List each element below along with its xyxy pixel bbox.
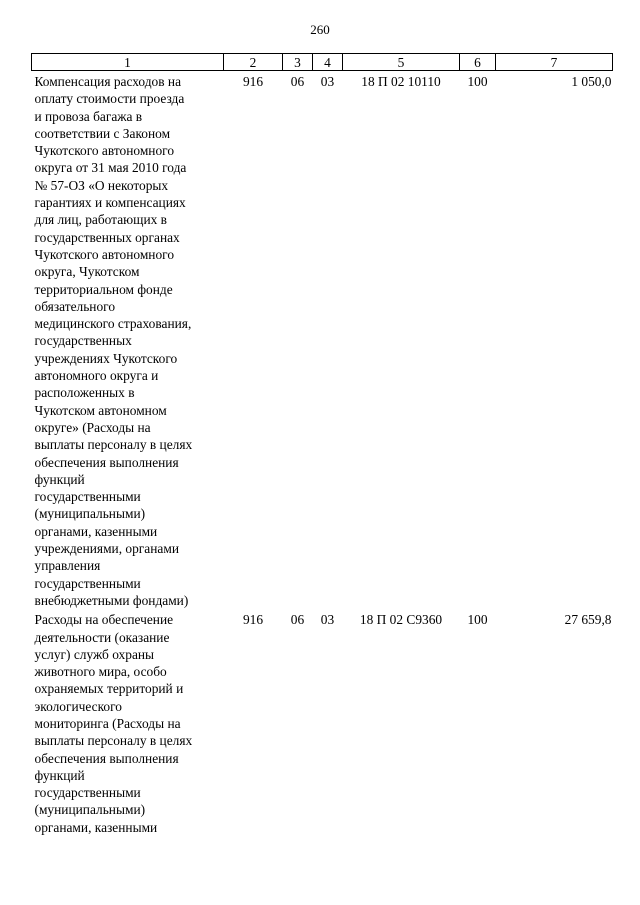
description-line: государственными [34, 489, 141, 505]
row-subsection: 03 [320, 74, 335, 89]
description-line: территориальном фонде [34, 281, 173, 297]
description-line: (муниципальными) [34, 506, 146, 522]
description-line: (муниципальными) [34, 802, 146, 818]
description-line: № 57-ОЗ «О некоторых [34, 177, 169, 193]
description-line: округа от 31 мая 2010 года [34, 160, 187, 176]
row-code: 916 [242, 612, 264, 628]
header-col-1: 1 [32, 54, 224, 71]
row-description [32, 609, 224, 836]
description-line: округе» (Расходы на [34, 419, 151, 435]
description-line: внебюджетными фондами) [34, 592, 189, 608]
row-target: 18 П 02 10110 [361, 74, 441, 89]
description-line: выплаты персоналу в целях [34, 733, 193, 749]
description-line: учреждениях Чукотского [34, 350, 178, 366]
description-line: государственными [34, 785, 141, 801]
description-line: функций [34, 471, 85, 487]
description-line: мониторинга (Расходы на [34, 715, 181, 731]
description-line: расположенных в [34, 385, 135, 401]
description-line: государственных [34, 333, 132, 349]
header-row [32, 54, 613, 71]
row-amount: 1 050,0 [571, 74, 612, 89]
description-line: управления [34, 558, 101, 574]
description-line: животного мира, особо [34, 664, 167, 680]
row-subsection: 03 [320, 612, 335, 628]
description-line: соответствии с Законом [34, 125, 171, 141]
description-line: охраняемых территорий и [34, 681, 184, 697]
row-amount: 27 659,8 [564, 612, 612, 628]
description-line: обязательного [34, 298, 116, 314]
description-line: и провоза багажа в [34, 108, 143, 124]
description-line: функций [34, 767, 85, 783]
header-col-6: 6 [460, 54, 496, 71]
description-line: Чукотского автономного [34, 246, 175, 262]
description-line: органами, казенными [34, 819, 158, 835]
description-line: для лиц, работающих в [34, 212, 167, 228]
row-section: 06 [290, 74, 305, 89]
row-description [32, 71, 224, 610]
page-number: 260 [310, 22, 330, 37]
description-line: Расходы на обеспечение [34, 612, 174, 628]
description-line: округа, Чукотском [34, 264, 140, 280]
description-line: государственными [34, 575, 141, 591]
description-line: учреждениями, органами [34, 541, 179, 557]
description-line: автономного округа и [34, 368, 159, 384]
description-line: государственных органах [34, 229, 180, 245]
table-row [32, 609, 613, 836]
description-line: гарантиях и компенсациях [34, 195, 186, 211]
row-target: 18 П 02 С9360 [359, 612, 443, 628]
description-line: медицинского страхования, [34, 316, 192, 332]
description-line: обеспечения выполнения [34, 750, 179, 766]
row-expense-type: 100 [467, 74, 488, 89]
description-line: оплату стоимости проезда [34, 91, 185, 107]
description-line: Компенсация расходов на [34, 74, 182, 89]
row-expense-type: 100 [467, 612, 488, 628]
row-code: 916 [242, 74, 264, 89]
header-col-5: 5 [343, 54, 460, 71]
header-col-3: 3 [283, 54, 313, 71]
description-line: обеспечения выполнения [34, 454, 179, 470]
description-line: услуг) служб охраны [34, 646, 155, 662]
header-col-2: 2 [224, 54, 283, 71]
header-col-7: 7 [496, 54, 613, 71]
description-line: деятельности (оказание [34, 629, 170, 645]
description-line: Чукотском автономном [34, 402, 167, 418]
description-line: экологического [34, 698, 122, 714]
description-line: Чукотского автономного [34, 143, 175, 159]
row-section: 06 [290, 612, 305, 628]
table-row [32, 71, 613, 610]
description-line: органами, казенными [34, 523, 158, 539]
budget-table [31, 53, 613, 836]
header-col-4: 4 [313, 54, 343, 71]
description-line: выплаты персоналу в целях [34, 437, 193, 453]
